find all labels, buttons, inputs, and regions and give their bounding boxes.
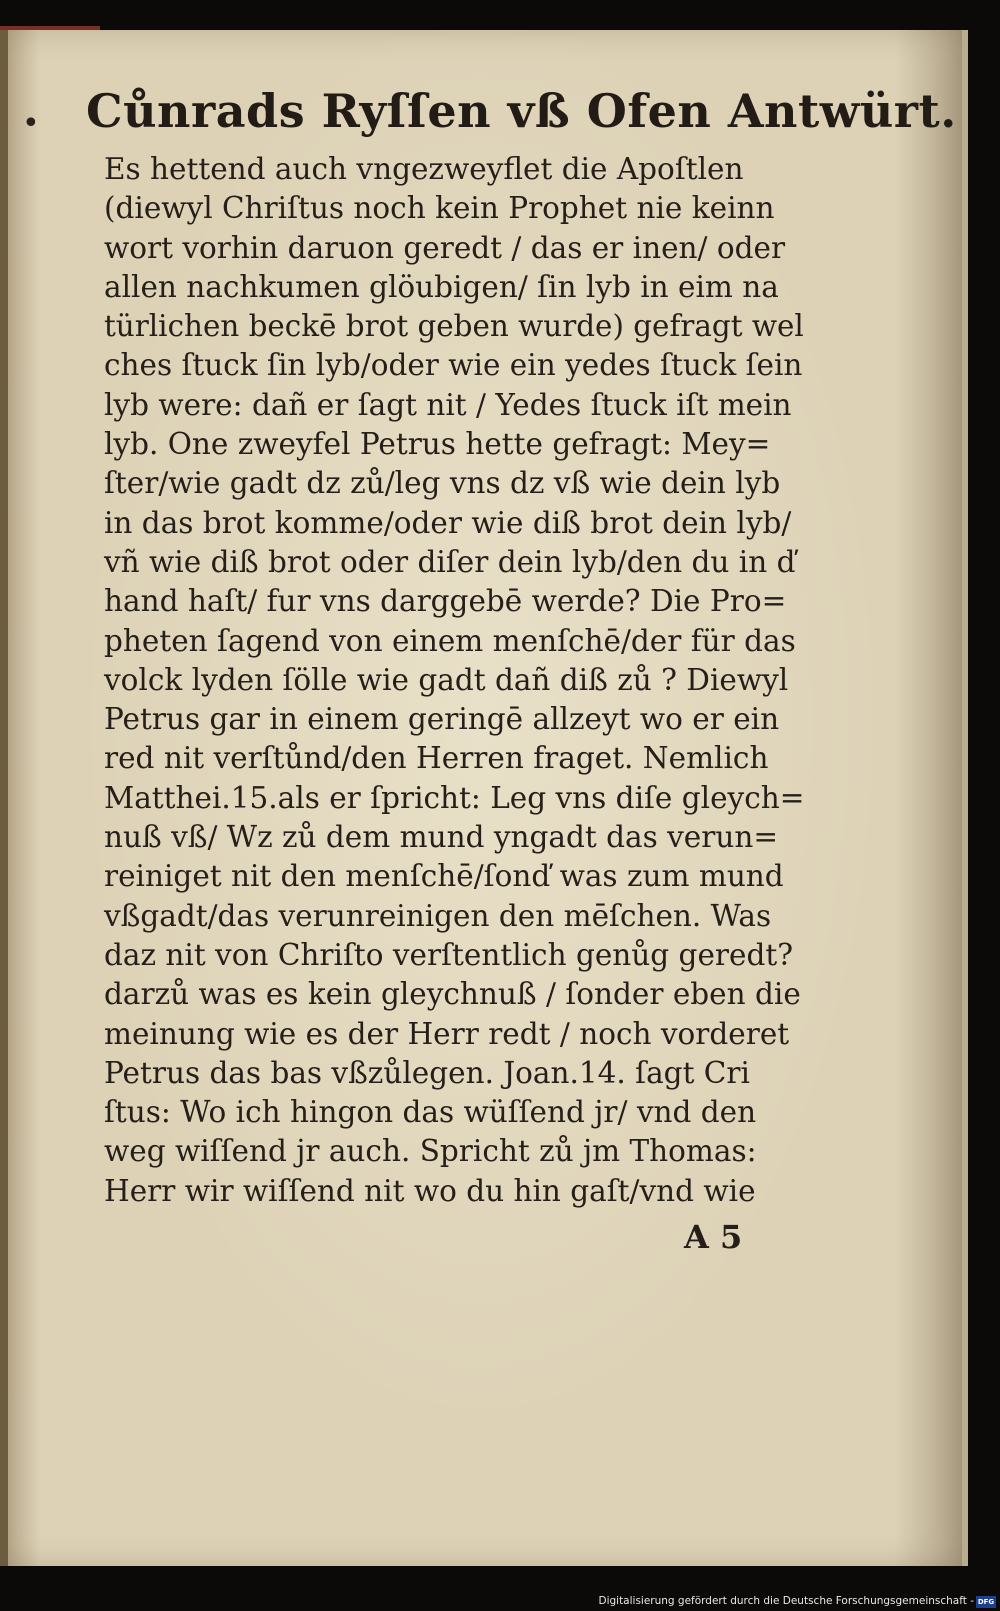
text-line: ſtus: Wo ich hingon das wüſſend jr/ vnd den [104,1095,757,1130]
text-line: in das brot komme/oder wie diß brot dein lyb/ [104,505,792,540]
text-line: meinung wie es der Herr redt / noch vorderet [104,1016,790,1051]
text-line: Matthei.15.als er ſpricht: Leg vns diſe gleych= [104,780,805,815]
text-line: darzů was es kein gleychnuß / ſonder eben die [104,977,801,1012]
text-line: ſter/wie gadt dz zů/leg vns dz vß wie dein lyb [104,466,781,501]
text-line: volck lyden ſölle wie gadt dañ diß zů ? Diewyl [104,662,789,697]
margin-mark: • [22,106,40,141]
text-line: vßgadt/das verunreinigen den mēſchen. Was [104,898,772,933]
signature-mark: A 5 [684,1218,743,1256]
text-line: Petrus gar in einem geringē allzeyt wo er ein [104,702,780,737]
running-head: Cůnrads Ryſſen vß Ofen Antwürt. [86,84,957,138]
text-line: hand haſt/ fur vns darggebē werde? Die Pro= [104,584,787,619]
text-line: Herr wir wiſſend nit wo du hin gaſt/vnd wie [104,1173,756,1208]
text-line: lyb were: dañ er ſagt nit / Yedes ſtuck iſt mein [104,387,792,422]
text-line: red nit verſtůnd/den Herren fraget. Nemlich [104,741,769,776]
text-line: Petrus das bas vßzůlegen. Joan.14. ſagt Cri [104,1055,750,1090]
text-line: (diewyl Chriſtus noch kein Prophet nie keinn [104,191,775,226]
text-line: ches ſtuck ſin lyb/oder wie ein yedes ſtuck ſein [104,348,803,383]
text-line: lyb. One zweyfel Petrus hette gefragt: Mey= [104,427,771,462]
dfg-logo-icon: DFG [977,1598,995,1606]
text-line: weg wiſſend jr auch. Spricht zů jm Thomas: [104,1134,757,1169]
text-line: türlichen beckē brot geben wurde) gefragt wel [104,309,804,344]
text-line: wort vorhin daruon geredt / das er inen/ oder [104,230,786,265]
digitization-credit: Digitalisierung gefördert durch die Deutsche Forschungsgemeinschaft - [598,1595,974,1607]
text-line: reiniget nit den menſchē/ſonď was zum mund [104,859,784,894]
body-text [104,150,804,1211]
text-line: nuß vß/ Wz zů dem mund yngadt das verun= [104,820,779,855]
text-line: Es hettend auch vngezweyflet die Apoſtlen [104,152,744,186]
text-line: daz nit von Chriſto verſtentlich genůg geredt? [104,937,794,972]
text-line: pheten ſagend von einem menſchē/der für das [104,623,796,658]
text-line: allen nachkumen glöubigen/ ſin lyb in eim na [104,269,779,304]
page-gutter-shadow [0,30,8,1566]
text-line: vñ wie diß brot oder diſer dein lyb/den du in ď [104,544,796,579]
